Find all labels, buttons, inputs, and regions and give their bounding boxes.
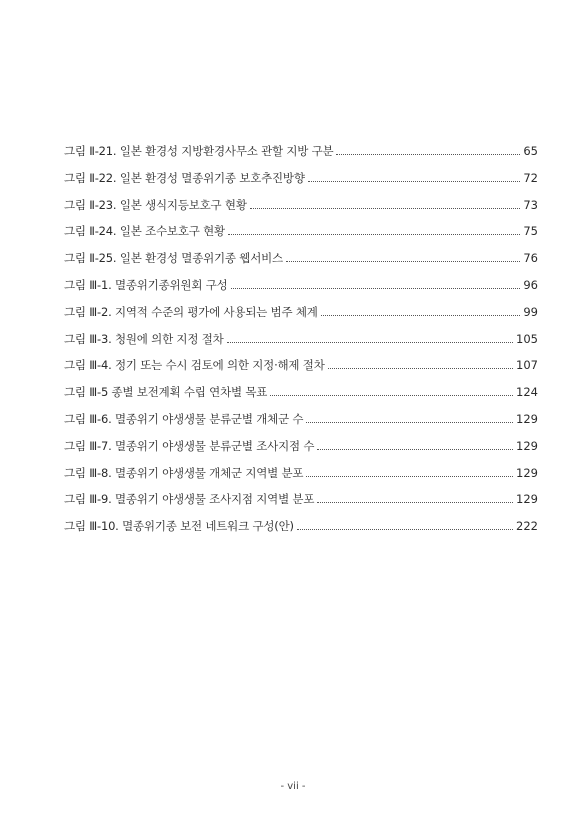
toc-entry[interactable] <box>64 223 538 250</box>
toc-entry[interactable] <box>64 438 538 465</box>
toc-entry[interactable] <box>64 465 538 492</box>
toc-leader-dots <box>250 208 521 209</box>
toc-entry[interactable] <box>64 170 538 197</box>
toc-entry-title: 그림 Ⅱ-24. 일본 조수보호구 현황 <box>64 224 225 239</box>
toc-entry-page: 129 <box>516 492 538 507</box>
toc-entry[interactable] <box>64 304 538 331</box>
toc-leader-dots <box>270 395 513 396</box>
toc-entry-title: 그림 Ⅱ-22. 일본 환경성 멸종위기종 보호추진방향 <box>64 170 305 185</box>
toc-entry-title: 그림 Ⅲ-8. 멸종위기 야생생물 개체군 지역별 분포 <box>64 465 304 480</box>
toc-entry[interactable] <box>64 143 538 170</box>
toc-entry-page: 129 <box>516 438 538 453</box>
toc-entry-title: 그림 Ⅲ-2. 지역적 수준의 평가에 사용되는 범주 체계 <box>64 304 318 319</box>
toc-entry-title: 그림 Ⅲ-10. 멸종위기종 보전 네트워크 구성(안) <box>64 519 294 534</box>
toc-entry-page: 73 <box>523 197 538 212</box>
toc-entry[interactable] <box>64 491 538 518</box>
toc-entry-page: 129 <box>516 411 538 426</box>
toc-entry[interactable] <box>64 518 538 545</box>
toc-entry[interactable] <box>64 331 538 358</box>
toc-entry-page: 124 <box>516 385 538 400</box>
toc-entry[interactable] <box>64 250 538 277</box>
toc-entry-page: 222 <box>516 519 538 534</box>
toc-entry[interactable] <box>64 411 538 438</box>
toc-entry-page: 96 <box>523 277 538 292</box>
toc-entry-page: 99 <box>523 304 538 319</box>
toc-leader-dots <box>306 476 513 477</box>
toc-entry-title: 그림 Ⅱ-25. 일본 환경성 멸종위기종 웹서비스 <box>64 251 283 266</box>
toc-leader-dots <box>228 234 520 235</box>
toc-entry[interactable] <box>64 197 538 224</box>
toc-entry-title: 그림 Ⅲ-7. 멸종위기 야생생물 분류군별 조사지점 수 <box>64 438 315 453</box>
toc-leader-dots <box>231 288 521 289</box>
toc-entry[interactable] <box>64 357 538 384</box>
toc-entry[interactable] <box>64 277 538 304</box>
toc-leader-dots <box>328 368 513 369</box>
toc-entry-title: 그림 Ⅲ-6. 멸종위기 야생생물 분류군별 개체군 수 <box>64 411 304 426</box>
toc-entry-title: 그림 Ⅲ-3. 청원에 의한 지정 절차 <box>64 331 224 346</box>
toc-leader-dots <box>317 502 513 503</box>
toc-entry-page: 105 <box>516 331 538 346</box>
toc-leader-dots <box>286 261 520 262</box>
toc-entry-page: 129 <box>516 465 538 480</box>
toc-entry-page: 75 <box>523 224 538 239</box>
toc-entry-page: 76 <box>523 251 538 266</box>
toc-entry-title: 그림 Ⅲ-9. 멸종위기 야생생물 조사지점 지역별 분포 <box>64 492 315 507</box>
toc-leader-dots <box>308 181 521 182</box>
toc-leader-dots <box>321 315 521 316</box>
toc-entry-title: 그림 Ⅲ-4. 정기 또는 수시 검토에 의한 지정·해제 절차 <box>64 358 325 373</box>
toc-leader-dots <box>227 342 514 343</box>
toc-entry-title: 그림 Ⅱ-21. 일본 환경성 지방환경사무소 관할 지방 구분 <box>64 144 334 158</box>
toc-entry-page: 65 <box>523 144 538 158</box>
toc-entry-title: 그림 Ⅲ-1. 멸종위기종위원회 구성 <box>64 277 228 292</box>
toc-entry[interactable] <box>64 384 538 411</box>
toc-leader-dots <box>306 422 513 423</box>
toc-leader-dots <box>297 529 513 530</box>
toc-leader-dots <box>317 449 513 450</box>
toc-entry-title: 그림 Ⅲ-5 종별 보전계획 수립 연차별 목표 <box>64 385 268 400</box>
toc-entry-page: 72 <box>523 170 538 185</box>
table-of-figures <box>64 143 538 545</box>
toc-entry-page: 107 <box>516 358 538 373</box>
toc-entry-title: 그림 Ⅱ-23. 일본 생식지등보호구 현황 <box>64 197 247 212</box>
page-number: - vii - <box>280 781 306 792</box>
toc-leader-dots <box>336 154 520 155</box>
